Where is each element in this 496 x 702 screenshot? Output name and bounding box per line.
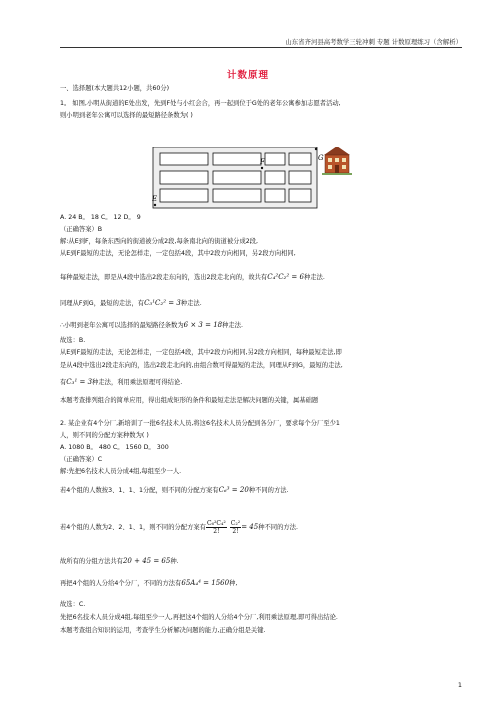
- q1-sol5-tail: 种走法.: [222, 322, 244, 329]
- q2-solution-line7: 先把6名技术人员分成4组,每组至少一人,再把这4个组的人分给4个分厂,利用乘法原理,即可得出结论.: [60, 614, 338, 621]
- page-title: 计数原理: [226, 70, 269, 81]
- q1-stem-line2: 则小明到老年公寓可以选择的最短路径条数为( ): [60, 112, 193, 119]
- q1-options: A. 24 B。 18 C。 12 D。 9: [60, 214, 141, 221]
- q1-solution-line7: 从E到F最短的走法，无论怎样走，一定包括4段，其中2段方向相同,另2段方向相同，每种最短走法,即: [60, 349, 342, 356]
- q1-answer: （正确答案）B: [60, 226, 103, 233]
- q1-sol5-formula: 6 × 3 = 18: [183, 321, 223, 329]
- q2-sol3-result: = 45: [241, 523, 259, 531]
- q1-sol3-text: 每种最短走法，即是从4段中选出2段走东向的，选出2段走北向的，故共有: [60, 274, 268, 281]
- q2-sol3-frac2-numerator: C₂²: [230, 519, 241, 527]
- header-rule: [60, 47, 462, 48]
- point-f: [261, 167, 263, 169]
- q2-sol3-frac1-denominator: 2!: [213, 527, 220, 535]
- q2-answer: （正确答案）C: [60, 456, 103, 463]
- q1-solution-line5: [60, 321, 243, 330]
- q2-sol3-tail: 种不同的方法.: [258, 524, 298, 531]
- q1-solution-line8: 是从4段中选出2段走东向的，选出2段走北向的,由组合数可得最短的走法，同理从F到G，最短的走法,: [60, 362, 343, 369]
- q2-solution-line2: [60, 486, 289, 495]
- q1-solution-line1: 解:从E到F，每条东西向的街道被分成2段,每条南北向的街道被分成2段,: [60, 238, 259, 245]
- q2-solution-line1: 解:先把6名技术人员分成4组,每组至少一人.: [60, 468, 182, 475]
- q1-stem-line1: 1。 如图,小明从街道的E处出发，先到F处与小红会合，再一起到位于G处的老年公寓参加志愿者活动,: [60, 100, 341, 107]
- q2-solution-line3: [60, 519, 298, 536]
- section-heading: 一、选择题(本大题共12小题，共60分): [60, 85, 170, 92]
- q2-sol2-formula: C₆³ = 20: [218, 486, 249, 494]
- q2-solution-line8: 本题考查组合知识的运用，考查学生分析解决问题的能力,正确分组是关键.: [60, 627, 266, 634]
- q2-sol3-text: 若4个组的人数为2、2、1、1，则不同的分配方案有: [60, 524, 206, 531]
- q2-sol4-text: 故所有的分组方法共有: [60, 558, 123, 565]
- street-grid-figure: [152, 147, 352, 213]
- q2-stem-line1: 2. 某企业有4个分厂,新培训了一批6名技术人员,将这6名技术人员分配到各分厂，要求每个分厂至少1: [60, 420, 340, 427]
- apartment-building-icon: [322, 147, 352, 175]
- q1-solution-line9: [60, 378, 182, 387]
- page-number: 1: [457, 681, 462, 689]
- label-e: E: [152, 195, 158, 203]
- q1-sol3-tail: 种走法.: [303, 274, 325, 281]
- q1-sol5-text: ∴小明到老年公寓可以选择的最短路径条数为: [60, 322, 184, 329]
- q1-sol9-tail: 种走法，利用乘法原理可得结论.: [92, 379, 183, 386]
- q2-sol3-fraction1: [206, 520, 227, 535]
- point-e: [154, 204, 156, 206]
- q1-sol9-formula: C₃¹ = 3: [66, 378, 93, 386]
- q2-sol3-fraction2: [230, 520, 241, 535]
- label-f: F: [260, 158, 265, 166]
- point-g: [315, 148, 317, 150]
- q1-sol4-text: 同理从F到G，最短的走法，有: [60, 300, 145, 307]
- q2-solution-line5: [60, 579, 237, 588]
- q2-sol5-formula: 65A₄⁴ = 1560: [181, 579, 230, 587]
- q1-sol4-tail: 种走法.: [180, 300, 202, 307]
- label-g: G: [318, 154, 324, 162]
- q2-sol3-frac2-denominator: 2!: [232, 527, 239, 535]
- q2-solution-line6: 故选：C.: [60, 601, 86, 608]
- q2-sol4-tail: 种.: [170, 558, 179, 565]
- q1-sol4-formula: C₃¹C₂² = 3: [144, 299, 181, 307]
- q2-solution-line4: [60, 557, 179, 566]
- q1-solution-line3: [60, 273, 325, 282]
- q2-options: A. 1080 B。 480 C。 1560 D。 300: [60, 444, 169, 451]
- q1-sol3-formula: C₄²C₂² = 6: [267, 273, 304, 281]
- q2-sol5-tail: 种,: [229, 580, 238, 587]
- q1-solution-line10: 本题考查排列组合的简单应用，得出组成矩形的条件和最短走法是解决问题的关键，属基础题: [60, 397, 319, 404]
- q2-sol4-formula: 20 + 45 = 65: [122, 557, 171, 565]
- q1-sol9-text: 有: [60, 379, 67, 386]
- q2-sol2-tail: 种不同的方法.: [248, 487, 289, 494]
- q2-sol3-frac1-numerator: C₆²C₄²: [206, 519, 226, 527]
- street-grid-svg: [152, 147, 352, 209]
- q1-solution-line6: 故选：B.: [60, 337, 86, 344]
- q1-solution-line4: [60, 299, 202, 308]
- q2-stem-line2: 人，则不同的分配方案种数为( ): [60, 432, 149, 439]
- q2-sol2-text: 若4个组的人数按3、1、1、1分配，则不同的分配方案有: [60, 487, 219, 494]
- q2-sol5-text: 再把4个组的人分给4个分厂，不同的方法有: [60, 580, 182, 587]
- q1-solution-line2: 从E到F最短的走法，无论怎样走，一定包括4段，其中2段方向相同，另2段方向相同,: [60, 250, 296, 257]
- header-text: 山东省齐河县高考数学三轮冲刺 专题 计数原理练习（含解析）: [285, 38, 462, 46]
